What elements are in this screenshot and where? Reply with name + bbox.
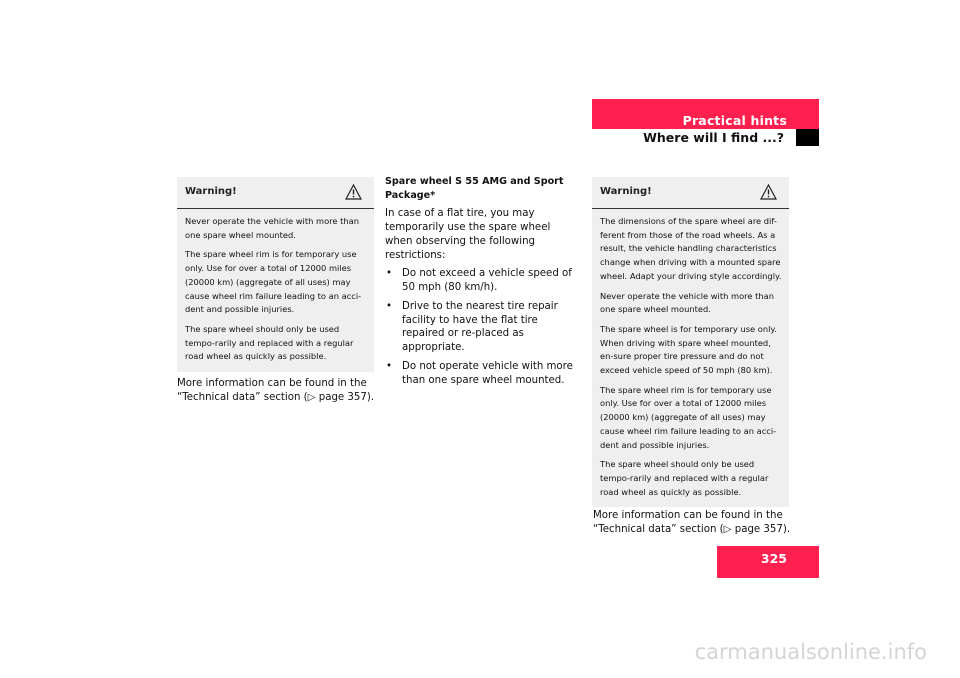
more-info-text: More information can be found in the “Technical data” section (▷ page 357). <box>593 510 791 535</box>
more-info-right <box>593 509 793 541</box>
section-heading: Spare wheel S 55 AMG and Sport Package* <box>385 176 564 201</box>
intro-paragraph: In case of a flat tire, you may temporarily use the spare wheel when observing the following restrictions: <box>385 208 551 261</box>
warning-paragraph: The spare wheel should only be used tempo-rarily and replaced with a regular road wheel as quickly as possible. <box>600 459 769 497</box>
warning-body <box>177 209 374 372</box>
warning-triangle-icon <box>345 184 362 200</box>
warning-box-right <box>592 177 789 507</box>
list-item: • Drive to the nearest tire repair facility to have the flat tire repaired or re-placed as appropriate. <box>385 300 581 356</box>
warning-paragraph: The spare wheel rim is for temporary use only. Use for over a total of 12000 miles (20000 km) (aggregate of all uses) may cause wheel rim failure leading to an acci-dent and possible injuries. <box>185 249 362 315</box>
warning-header <box>592 177 789 209</box>
warning-paragraph: Never operate the vehicle with more than one spare wheel mounted. <box>600 290 774 315</box>
warning-paragraph: The dimensions of the spare wheel are dif-ferent from those of the road wheels. As a result, the vehicle handling characteristics change when driving with a mounted spare wheel. Adapt your driving style accordingly. <box>600 216 782 281</box>
subsection-bar <box>592 129 796 146</box>
warning-triangle-icon <box>760 184 777 200</box>
warning-paragraph: The spare wheel is for temporary use only. When driving with spare wheel mounted, en-sure proper tire pressure and do not exceed vehicle speed of 50 mph (80 km). <box>600 323 777 376</box>
warning-box-left <box>177 177 374 372</box>
warning-paragraph: Never operate the vehicle with more than one spare wheel mounted. <box>185 216 359 240</box>
list-item: • Do not operate vehicle with more than one spare wheel mounted. <box>385 360 581 388</box>
warning-paragraph: The spare wheel should only be used tempo-rarily and replaced with a regular road wheel as quickly as possible. <box>185 323 354 362</box>
more-info-left <box>177 377 377 409</box>
warning-title: Warning! <box>185 186 237 197</box>
watermark <box>0 640 960 664</box>
spare-wheel-section <box>385 175 581 393</box>
more-info-text: More information can be found in the “Technical data” section (▷ page 357). <box>177 378 375 403</box>
page-number: 325 <box>760 551 787 566</box>
subsection-title: Where will I find ...? <box>643 130 784 145</box>
list-item: • Do not exceed a vehicle speed of 50 mph (80 km/h). <box>385 267 581 295</box>
watermark-text: carmanualsonline.info <box>694 640 927 664</box>
warning-title: Warning! <box>600 186 652 197</box>
restrictions-list <box>385 267 581 388</box>
warning-header <box>177 177 374 209</box>
warning-body <box>592 209 789 507</box>
warning-paragraph: The spare wheel rim is for temporary use only. Use for over a total of 12000 miles (20000 km) (aggregate of all uses) may cause wheel rim failure leading to an acci-dent and possible injuries. <box>600 384 777 450</box>
header-marker <box>796 129 819 146</box>
section-title: Practical hints <box>682 113 787 128</box>
page-number-tab <box>717 546 819 578</box>
